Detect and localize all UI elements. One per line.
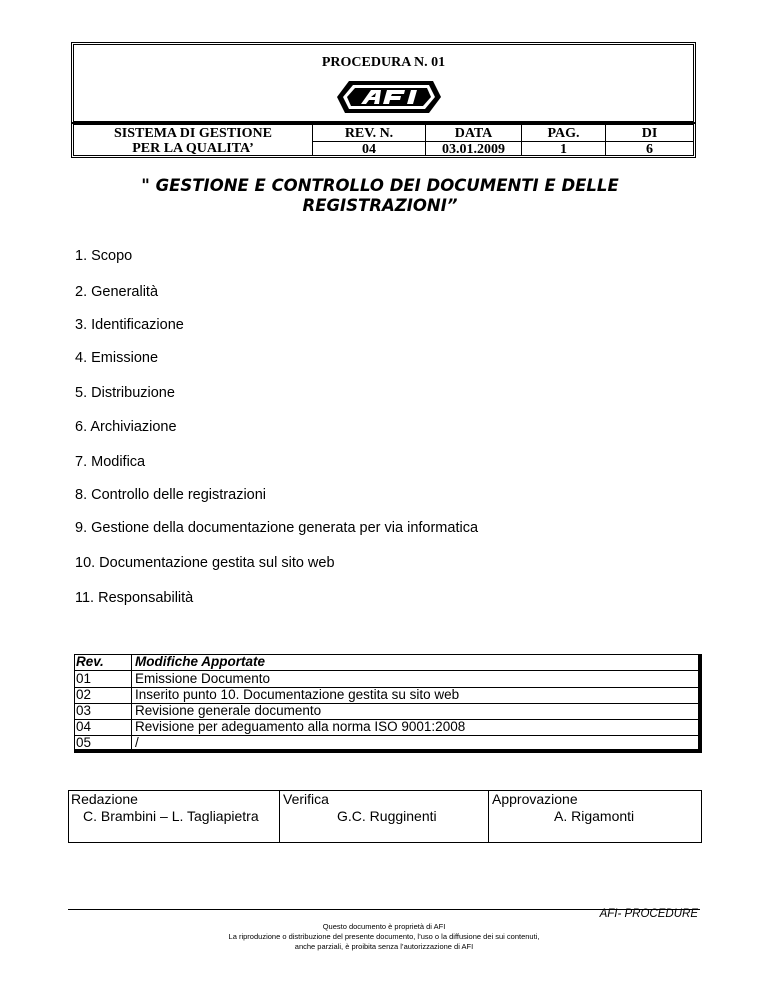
header-info-row bbox=[71, 122, 696, 158]
procedure-number: PROCEDURA N. 01 bbox=[321, 55, 446, 70]
index-item-archiviazione: 6. Archiviazione bbox=[75, 419, 177, 435]
revision-description: Inserito punto 10. Documentazione gestita su sito web bbox=[135, 687, 460, 702]
page-label: PAG. bbox=[522, 126, 605, 142]
revision-description: Emissione Documento bbox=[135, 671, 271, 686]
index-item-gestione-documentazione: 9. Gestione della documentazione generata per via informatica bbox=[75, 520, 479, 536]
verifica-name: G.C. Rugginenti bbox=[337, 808, 437, 824]
header-box bbox=[71, 42, 696, 124]
table-row bbox=[74, 687, 699, 704]
index-item-modifica: 7. Modifica bbox=[75, 454, 146, 470]
date-label: DATA bbox=[426, 126, 521, 142]
approvazione-name: A. Rigamonti bbox=[554, 808, 635, 824]
date-cell bbox=[426, 125, 522, 155]
footer-line: anche parziali, è proibita senza l’autorizzazione di AFI bbox=[294, 942, 474, 951]
revisions-header-modifiche: Modifiche Apportate bbox=[135, 654, 265, 669]
revisions-header-rev: Rev. bbox=[76, 654, 104, 669]
redazione-name: C. Brambini – L. Tagliapietra bbox=[83, 808, 259, 824]
index-item-generalita: 2. Generalità bbox=[75, 284, 159, 300]
index-item-emissione: 4. Emissione bbox=[75, 350, 159, 366]
footer-line: Questo documento è proprietà di AFI bbox=[322, 922, 446, 931]
footer-disclaimer bbox=[0, 922, 768, 952]
verifica-cell bbox=[283, 791, 488, 842]
revision-number: 01 bbox=[76, 671, 92, 686]
rev-cell bbox=[313, 125, 426, 155]
system-label-cell bbox=[74, 125, 313, 155]
signatures-divider bbox=[488, 791, 489, 842]
revisions-table bbox=[74, 654, 702, 753]
approvazione-label: Approvazione bbox=[492, 791, 578, 807]
of-label: DI bbox=[606, 126, 693, 142]
rev-label: REV. N. bbox=[313, 126, 425, 142]
system-label-line2: PER LA QUALITA’ bbox=[132, 141, 254, 156]
revision-description: Revisione per adeguamento alla norma ISO 9001:2008 bbox=[135, 719, 466, 734]
index-item-identificazione: 3. Identificazione bbox=[75, 317, 184, 333]
footer-label: AFI- PROCEDURE bbox=[599, 908, 698, 920]
table-row bbox=[74, 703, 699, 720]
index-item-controllo-registrazioni: 8. Controllo delle registrazioni bbox=[75, 487, 267, 503]
document-title-line2: REGISTRAZIONI” bbox=[302, 196, 458, 215]
page-value: 1 bbox=[560, 142, 567, 157]
revision-number: 03 bbox=[76, 703, 92, 718]
of-value: 6 bbox=[646, 142, 653, 157]
of-cell bbox=[606, 125, 693, 155]
page-cell bbox=[522, 125, 606, 155]
approvazione-cell bbox=[492, 791, 697, 842]
table-row bbox=[74, 671, 699, 688]
signatures-table bbox=[68, 790, 702, 843]
revision-description: / bbox=[135, 735, 139, 750]
table-row bbox=[74, 735, 699, 751]
document-title bbox=[120, 176, 640, 216]
footer-line: La riproduzione o distribuzione del presente documento, l’uso o la diffusione dei sui contenuti, bbox=[228, 932, 540, 941]
rev-value: 04 bbox=[362, 142, 376, 157]
index-item-responsabilita: 11. Responsabilità bbox=[75, 590, 194, 606]
redazione-label: Redazione bbox=[71, 791, 138, 807]
revision-description: Revisione generale documento bbox=[135, 703, 322, 718]
table-row bbox=[74, 719, 699, 736]
afi-logo bbox=[327, 77, 447, 122]
revision-number: 04 bbox=[76, 719, 92, 734]
verifica-label: Verifica bbox=[283, 791, 329, 807]
revision-number: 02 bbox=[76, 687, 92, 702]
revision-number: 05 bbox=[76, 735, 92, 750]
index-item-distribuzione: 5. Distribuzione bbox=[75, 385, 175, 401]
signatures-divider bbox=[279, 791, 280, 842]
document-title-line1: " GESTIONE E CONTROLLO DEI DOCUMENTI E DELLE bbox=[141, 176, 619, 195]
redazione-cell bbox=[71, 791, 276, 842]
date-value: 03.01.2009 bbox=[442, 142, 505, 157]
index-item-scopo: 1. Scopo bbox=[75, 248, 133, 264]
index-item-documentazione-web: 10. Documentazione gestita sul sito web bbox=[75, 555, 335, 571]
system-label-line1: SISTEMA DI GESTIONE bbox=[114, 126, 272, 141]
revisions-header-row bbox=[74, 654, 699, 671]
